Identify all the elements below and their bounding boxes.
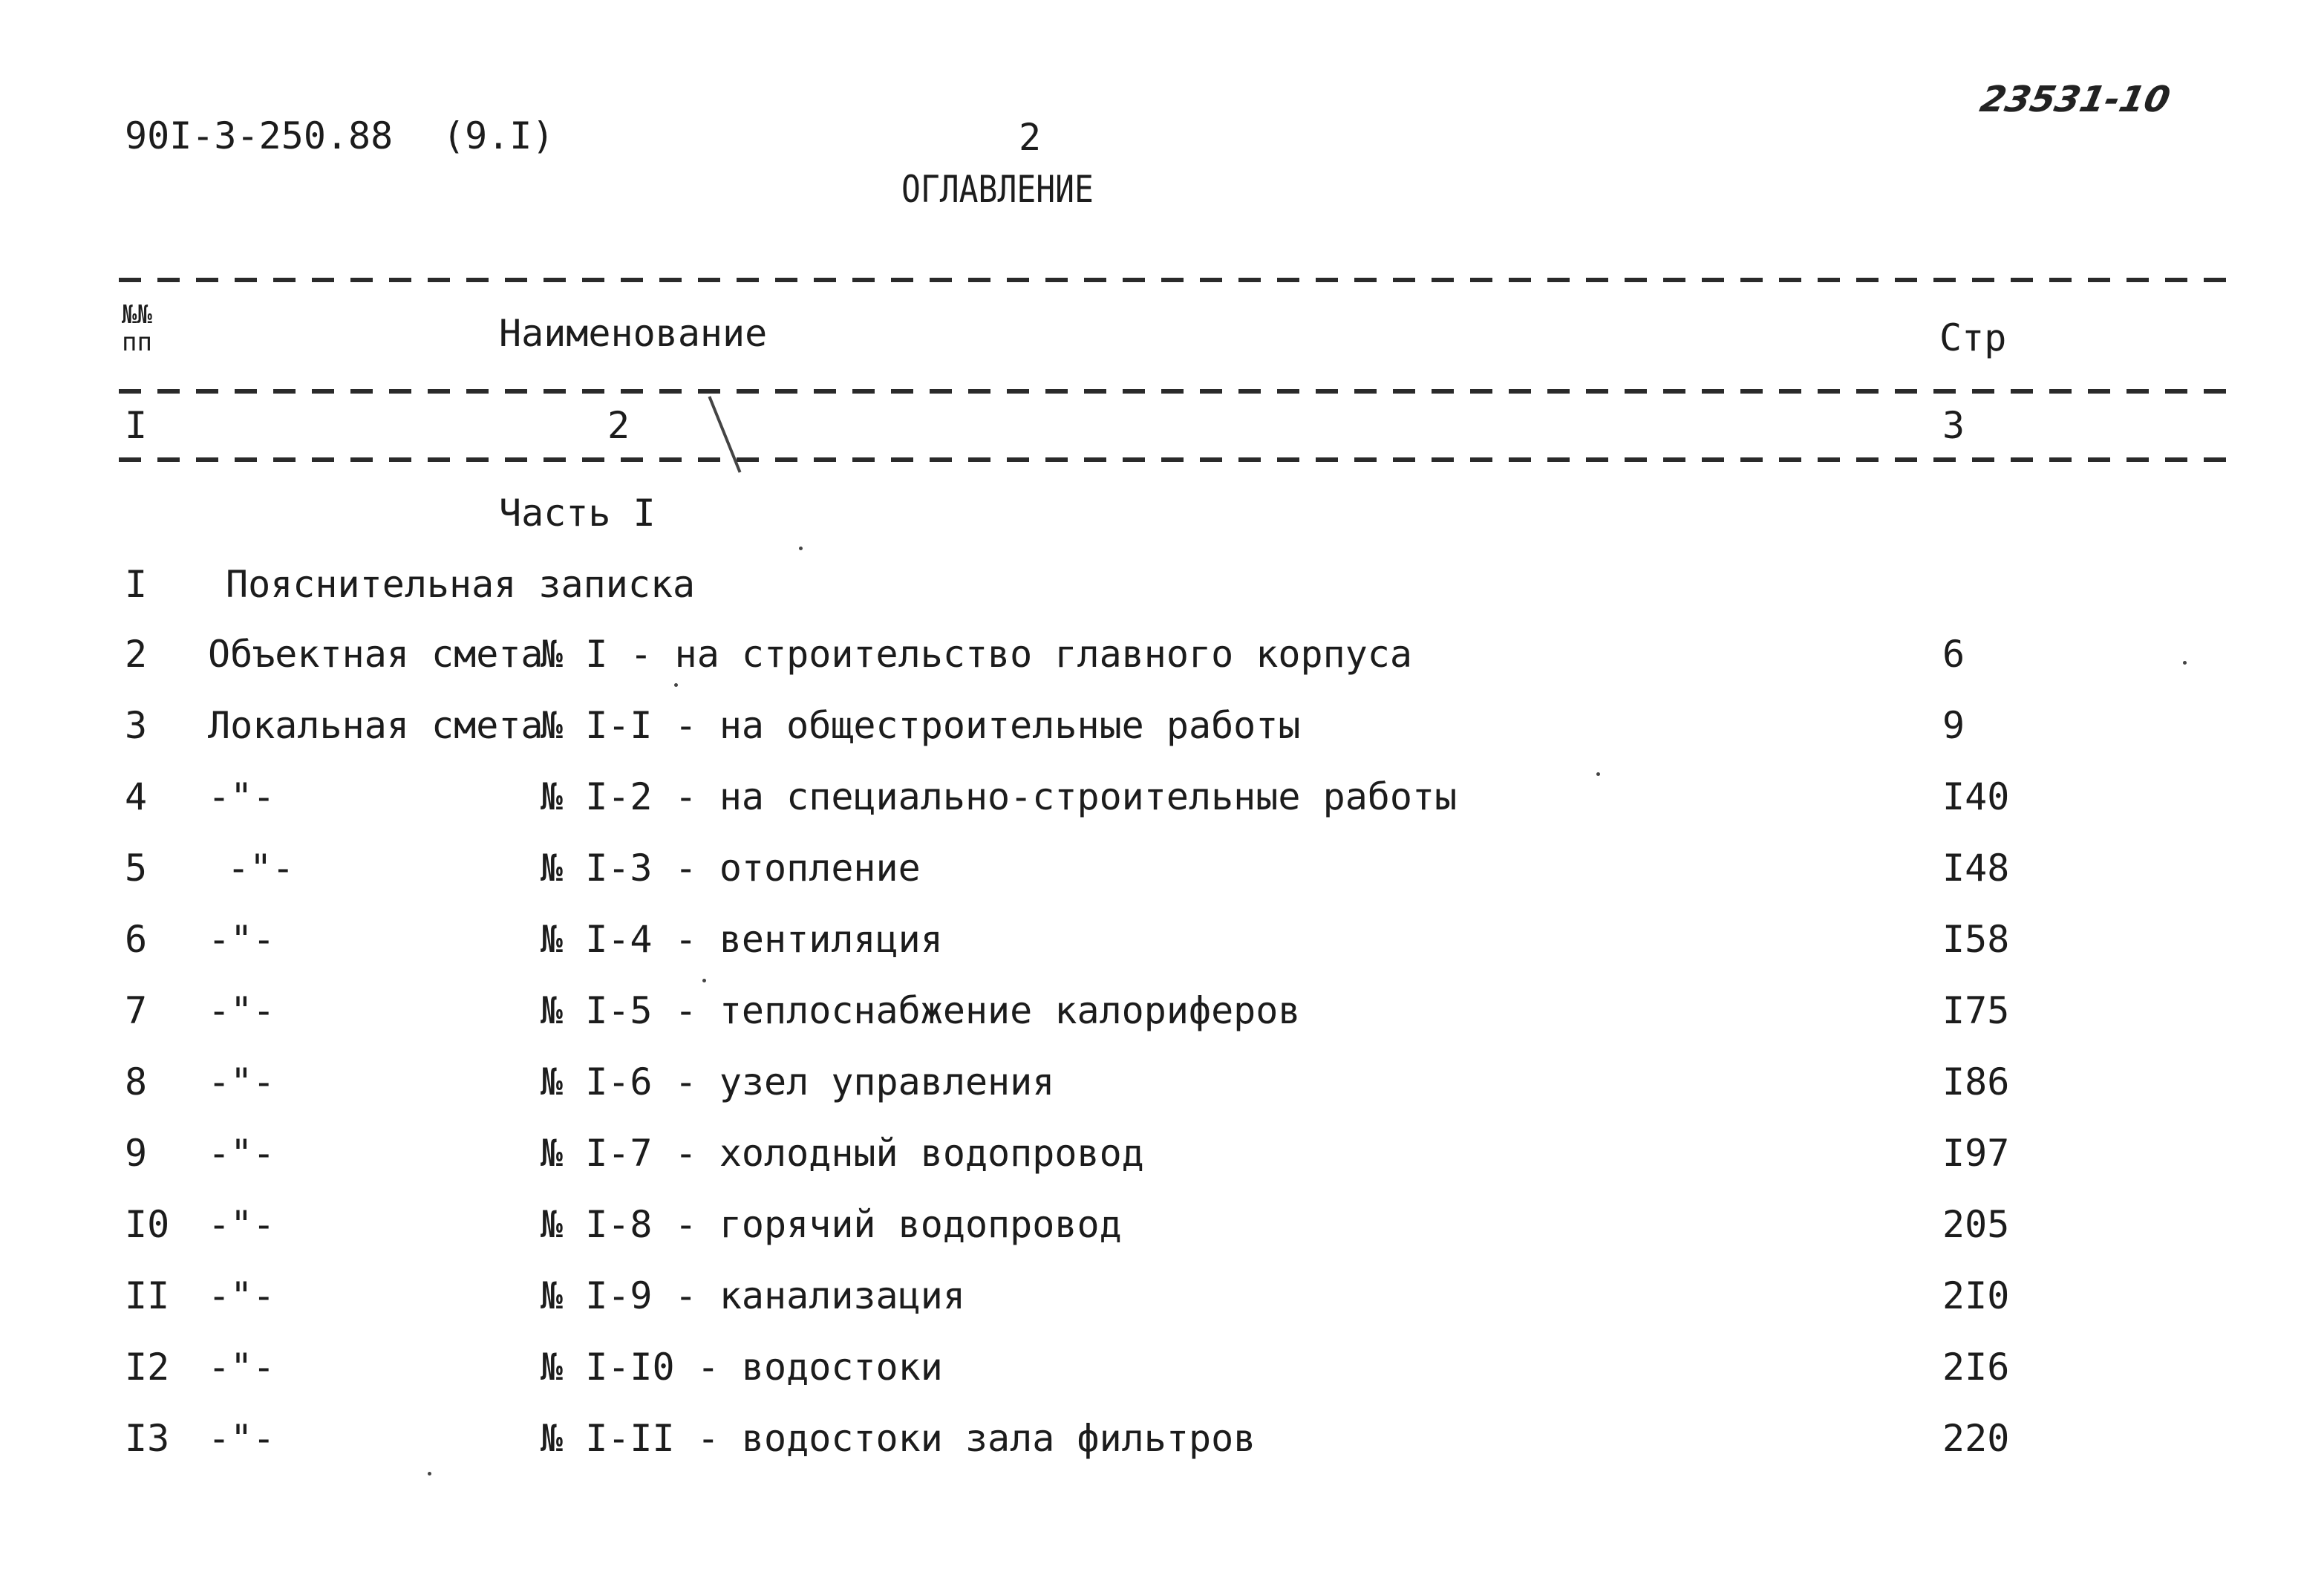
row-page: I58 <box>1942 918 2010 961</box>
row-page: I75 <box>1942 989 2010 1032</box>
row-item: № I-6 - узел управления <box>541 1060 1055 1103</box>
page-title: ОГЛАВЛЕНИЕ <box>901 168 1094 211</box>
table-rule-middle <box>119 389 2242 394</box>
row-item: № I-I - на общестроительные работы <box>541 704 1301 747</box>
scan-speck <box>799 547 803 550</box>
row-type: -"- <box>208 989 275 1032</box>
row-page: 2I6 <box>1942 1346 2010 1389</box>
row-number: I2 <box>125 1346 170 1389</box>
scan-speck <box>2183 661 2187 665</box>
row-number: 7 <box>125 989 148 1032</box>
row-page: I86 <box>1942 1060 2010 1103</box>
row-type: -"- <box>208 1203 275 1246</box>
row-page: 9 <box>1942 704 1965 747</box>
row-number: 4 <box>125 775 148 818</box>
row-item: № I - на строительство главного корпуса <box>541 633 1412 676</box>
row-page: 220 <box>1942 1417 2010 1460</box>
row-item: № I-5 - теплоснабжение калориферов <box>541 989 1301 1032</box>
row-number: 3 <box>125 704 148 747</box>
row-type: -"- <box>208 918 275 961</box>
row-page: I48 <box>1942 847 2010 890</box>
row-page: 2I0 <box>1942 1274 2010 1317</box>
scan-speck <box>428 1472 431 1476</box>
row-type: -"- <box>208 1274 275 1317</box>
row-item: № I-7 - холодный водопровод <box>541 1132 1144 1175</box>
part-title: Часть I <box>499 492 656 535</box>
row-type: Объектная смета <box>208 633 544 676</box>
row-page: 205 <box>1942 1203 2010 1246</box>
row-number: I <box>125 563 148 606</box>
row-number: 8 <box>125 1060 148 1103</box>
row-item: № I-3 - отопление <box>541 847 921 890</box>
row-type: -"- <box>227 847 295 890</box>
row-number: II <box>125 1274 170 1317</box>
row-number: I3 <box>125 1417 170 1460</box>
scan-speck <box>674 683 678 687</box>
row-type: -"- <box>208 1132 275 1175</box>
column-header-page: Стр <box>1939 316 2007 359</box>
row-page: 6 <box>1942 633 1965 676</box>
scan-speck <box>702 979 706 982</box>
table-rule-top <box>119 278 2242 282</box>
scan-speck <box>1596 772 1600 776</box>
row-type: -"- <box>208 1417 275 1460</box>
row-number: 9 <box>125 1132 148 1175</box>
row-page: I97 <box>1942 1132 2010 1175</box>
row-page: I40 <box>1942 775 2010 818</box>
row-number: I0 <box>125 1203 170 1246</box>
row-type: Пояснительная записка <box>226 563 696 606</box>
row-type: Локальная смета <box>208 704 544 747</box>
row-item: № I-I0 - водостоки <box>541 1346 943 1389</box>
column-index-page: 3 <box>1942 404 1965 447</box>
row-number: 2 <box>125 633 148 676</box>
row-item: № I-2 - на специально-строительные работы <box>541 775 1458 818</box>
row-type: -"- <box>208 1346 275 1389</box>
column-header-name: Наименование <box>499 312 768 355</box>
page-number: 2 <box>1019 116 1042 159</box>
column-index-name: 2 <box>607 404 630 447</box>
row-item: № I-4 - вентиляция <box>541 918 943 961</box>
handwritten-inventory-number: 23531-10 <box>1977 79 2174 120</box>
row-item: № I-II - водостоки зала фильтров <box>541 1417 1256 1460</box>
row-item: № I-9 - канализация <box>541 1274 965 1317</box>
row-type: -"- <box>208 775 275 818</box>
document-section: (9.I) <box>443 114 555 157</box>
row-number: 6 <box>125 918 148 961</box>
row-item: № I-8 - горячий водопровод <box>541 1203 1122 1246</box>
row-type: -"- <box>208 1060 275 1103</box>
table-rule-bottom <box>119 457 2242 462</box>
column-header-number: №№ пп <box>122 300 152 358</box>
row-number: 5 <box>125 847 148 890</box>
column-index-number: I <box>125 404 148 447</box>
document-code: 90I-3-250.88 <box>125 114 394 157</box>
